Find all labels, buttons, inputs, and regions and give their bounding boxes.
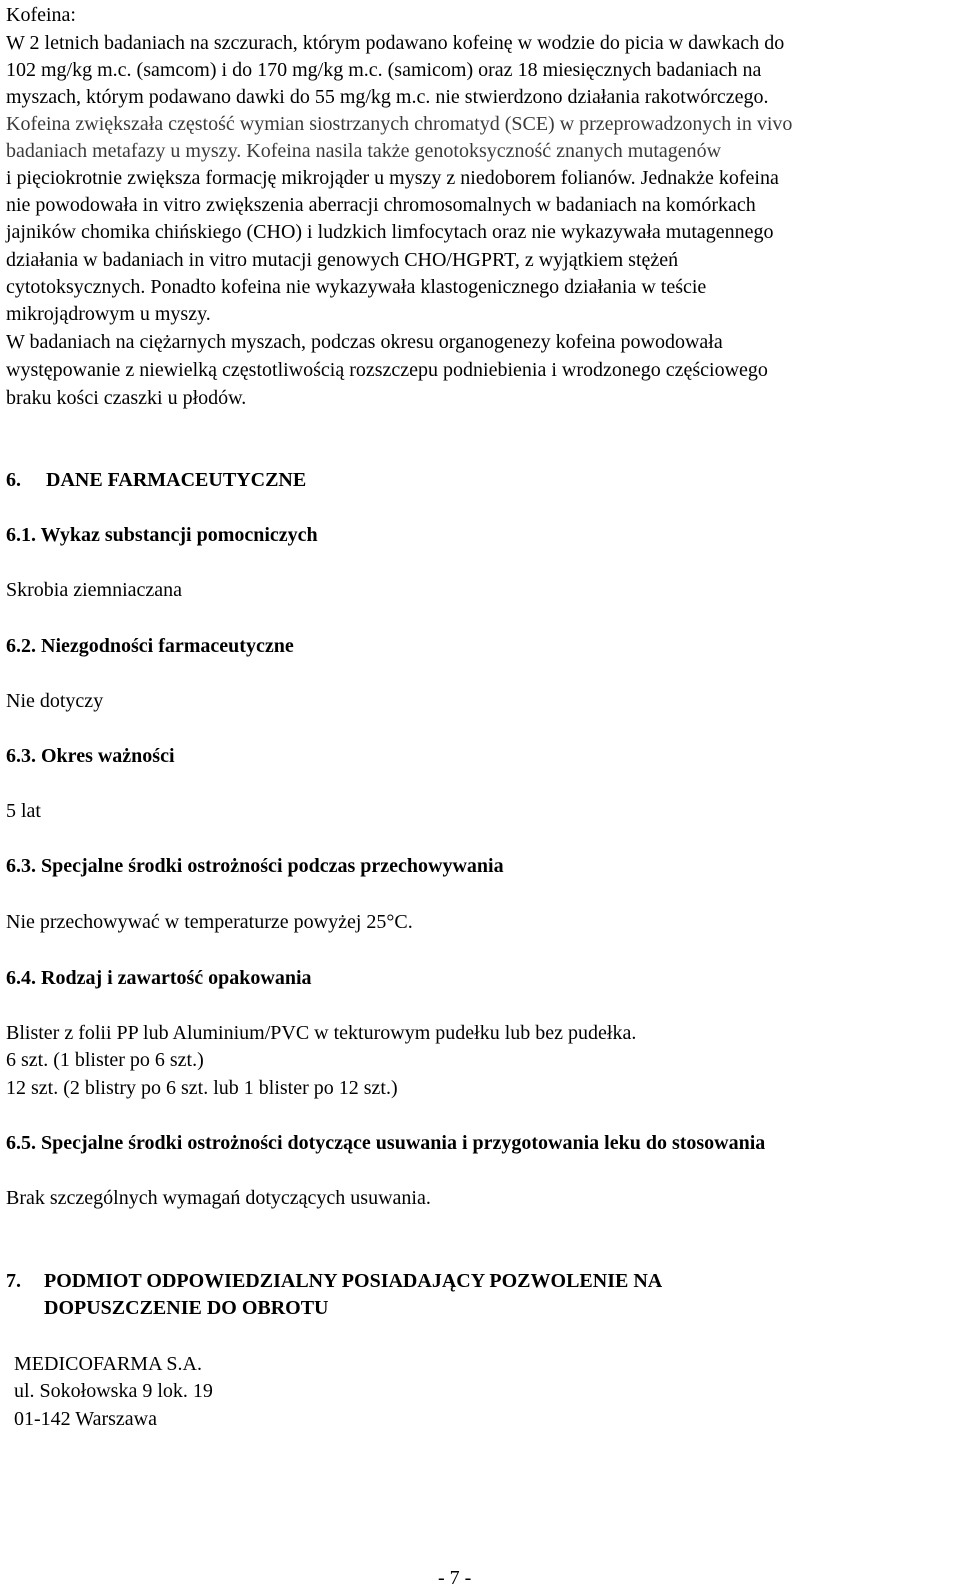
subsection-text: Nie dotyczy xyxy=(6,690,104,712)
body-line: występowanie z niewielką częstotliwością rozszczepu podniebienia i wrodzonego częściowego xyxy=(6,359,768,381)
subsection-heading xyxy=(6,632,294,660)
packaging-line: Blister z folii PP lub Aluminium/PVC w tekturowym pudełku lub bez pudełka. xyxy=(6,1022,637,1044)
subsection-text: Nie przechowywać w temperaturze powyżej 25°C. xyxy=(6,911,413,933)
body-line: braku kości czaszki u płodów. xyxy=(6,387,247,409)
subsection-title: Wykaz substancji pomocniczych xyxy=(40,524,318,546)
subsection-number: 6.1. xyxy=(6,524,36,546)
section-title: DANE FARMACEUTYCZNE xyxy=(46,469,307,491)
section-number: 7. xyxy=(6,1270,21,1292)
subsection-heading xyxy=(6,521,318,549)
subsection-number: 6.3. xyxy=(6,745,36,767)
subsection-title: Niezgodności farmaceutyczne xyxy=(41,635,294,657)
subsection-text: 5 lat xyxy=(6,800,41,822)
body-line: Kofeina: xyxy=(6,4,76,26)
subsection-text: Skrobia ziemniaczana xyxy=(6,579,183,601)
section-title-continued: DOPUSZCZENIE DO OBROTU xyxy=(44,1297,329,1319)
subsection-heading xyxy=(6,1129,765,1157)
packaging-line: 12 szt. (2 blistry po 6 szt. lub 1 blister po 12 szt.) xyxy=(6,1077,398,1099)
subsection-number: 6.4. xyxy=(6,967,36,989)
body-line: nie powodowała in vitro zwiększenia aberracji chromosomalnych w badaniach na komórkach xyxy=(6,194,756,216)
address-street: ul. Sokołowska 9 lok. 19 xyxy=(14,1380,213,1402)
body-line: myszach, którym podawano dawki do 55 mg/kg m.c. nie stwierdzono działania rakotwórczego. xyxy=(6,86,769,108)
company-name: MEDICOFARMA S.A. xyxy=(14,1353,202,1375)
body-line: mikrojądrowym u myszy. xyxy=(6,303,211,325)
body-line: jajników chomika chińskiego (CHO) i ludzkich limfocytach oraz nie wykazywała mutagennego xyxy=(6,221,774,243)
subsection-heading xyxy=(6,964,312,992)
section-heading xyxy=(6,1267,662,1295)
subsection-title: Okres ważności xyxy=(41,745,175,767)
subsection-title: Rodzaj i zawartość opakowania xyxy=(41,967,312,989)
body-line: W 2 letnich badaniach na szczurach, którym podawano kofeinę w wodzie do picia w dawkach do xyxy=(6,32,785,54)
subsection-heading xyxy=(6,852,504,880)
subsection-heading xyxy=(6,742,175,770)
address-city: 01-142 Warszawa xyxy=(14,1408,157,1430)
subsection-title: Specjalne środki ostrożności podczas przechowywania xyxy=(41,855,504,877)
body-line: 102 mg/kg m.c. (samcom) i do 170 mg/kg m.c. (samicom) oraz 18 miesięcznych badaniach na xyxy=(6,59,762,81)
body-line: badaniach metafazy u myszy. Kofeina nasila także genotoksyczność znanych mutagenów xyxy=(6,140,722,162)
body-line: Kofeina zwiększała częstość wymian siostrzanych chromatyd (SCE) w przeprowadzonych in vivo xyxy=(6,113,793,135)
packaging-line: 6 szt. (1 blister po 6 szt.) xyxy=(6,1049,204,1071)
section-heading xyxy=(6,466,306,494)
section-title: PODMIOT ODPOWIEDZIALNY POSIADAJĄCY POZWOLENIE NA xyxy=(44,1270,663,1292)
subsection-number: 6.2. xyxy=(6,635,36,657)
subsection-number: 6.5. xyxy=(6,1132,36,1154)
body-line: działania w badaniach in vitro mutacji genowych CHO/HGPRT, z wyjątkiem stężeń xyxy=(6,249,679,271)
page-number: - 7 - xyxy=(438,1567,472,1589)
subsection-number: 6.3. xyxy=(6,855,36,877)
section-number: 6. xyxy=(6,469,21,491)
body-line: cytotoksycznych. Ponadto kofeina nie wykazywała klastogenicznego działania w teście xyxy=(6,276,707,298)
body-line: W badaniach na ciężarnych myszach, podczas okresu organogenezy kofeina powodowała xyxy=(6,331,723,353)
subsection-text: Brak szczególnych wymagań dotyczących usuwania. xyxy=(6,1187,431,1209)
subsection-title: Specjalne środki ostrożności dotyczące usuwania i przygotowania leku do stosowania xyxy=(41,1132,766,1154)
body-line: i pięciokrotnie zwiększa formację mikrojąder u myszy z niedoborem folianów. Jednakże kofeina xyxy=(6,167,779,189)
